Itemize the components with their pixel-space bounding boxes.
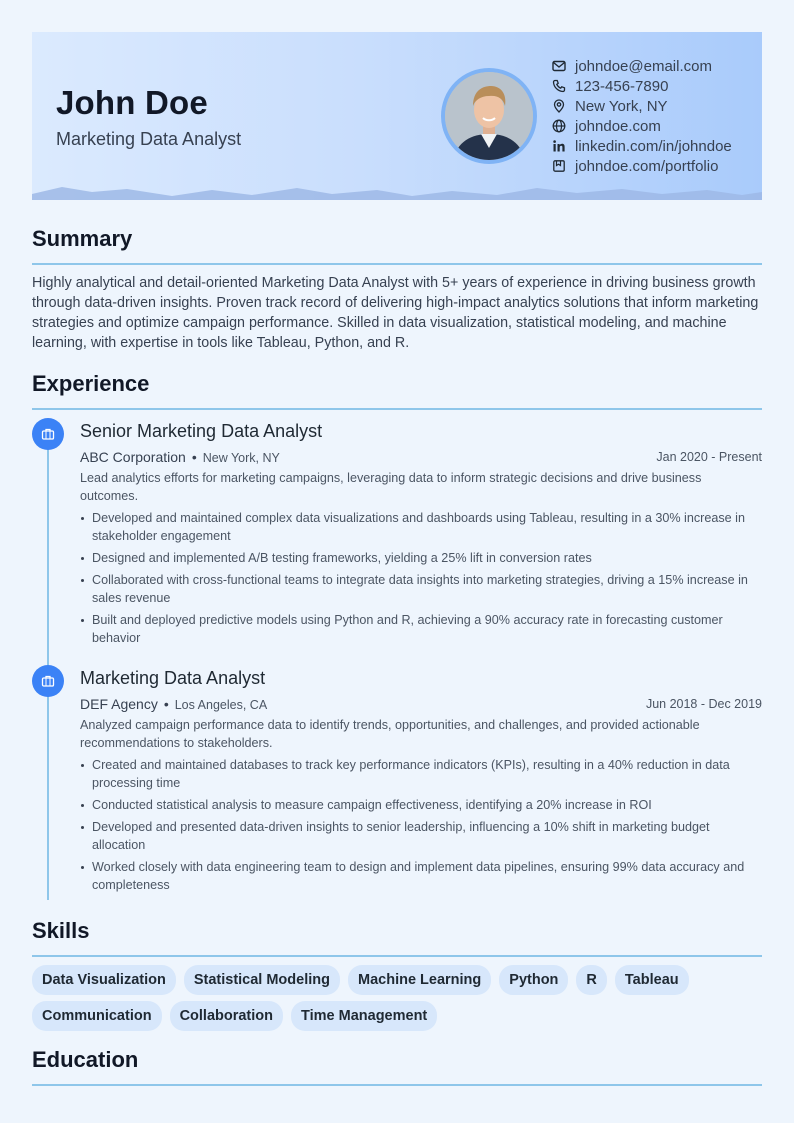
list-item: Developed and presented data-driven insights to senior leadership, influencing a 10% shift in marketing budget allocation — [80, 818, 762, 854]
job-achievements — [80, 756, 762, 894]
candidate-name: John Doe — [56, 84, 208, 121]
section-title-summary: Summary — [32, 226, 133, 251]
skill-chip: Communication — [32, 1001, 162, 1031]
list-item: Developed and maintained complex data visualizations and dashboards using Tableau, resulting in a 30% increase in stakeholder engagement — [80, 509, 762, 545]
contact-email-text: johndoe@email.com — [575, 57, 712, 75]
list-item: Created and maintained databases to track key performance indicators (KPIs), resulting in a 40% reduction in data processing time — [80, 756, 762, 792]
job-location: Los Angeles, CA — [174, 698, 268, 712]
skill-chip: Collaboration — [170, 1001, 283, 1031]
contact-email[interactable] — [552, 56, 732, 76]
skill-chip: Time Management — [291, 1001, 437, 1031]
skill-chip: Statistical Modeling — [184, 965, 340, 995]
job-company: DEF Agency — [80, 696, 158, 712]
contact-phone[interactable] — [552, 76, 732, 96]
list-item: Collaborated with cross-functional teams to integrate data insights into marketing strategies, driving a 15% increase in sales revenue — [80, 571, 762, 607]
skill-chip: Data Visualization — [32, 965, 176, 995]
section-title-experience: Experience — [32, 371, 150, 396]
job-dates: Jan 2020 - Present — [656, 450, 762, 464]
contact-list — [552, 56, 732, 176]
summary-text: Highly analytical and detail-oriented Marketing Data Analyst with 5+ years of experience in driving business growth through data-driven insights. Proven track record of delivering high-impact analytics solutions that inform marketing strategies and optimize campaign performance. Skilled in data visualization, statistical modeling, and machine learning, with expertise in tools like Tableau, Python, and R. — [32, 275, 759, 351]
contact-location — [552, 96, 732, 116]
job-company: ABC Corporation — [80, 449, 186, 465]
skill-chip: Python — [499, 965, 568, 995]
job-meta — [80, 693, 762, 715]
job-location: New York, NY — [202, 451, 280, 465]
section-divider — [32, 1084, 762, 1086]
contact-portfolio[interactable] — [552, 156, 732, 176]
contact-location-text: New York, NY — [575, 97, 668, 115]
location-pin-icon — [552, 96, 575, 116]
profile-photo — [441, 68, 537, 164]
contact-phone-text: 123-456-7890 — [575, 77, 669, 95]
list-item: Conducted statistical analysis to measure campaign effectiveness, identifying a 20% increase in ROI — [80, 796, 762, 814]
separator-dot: • — [163, 696, 169, 712]
job-meta — [80, 446, 762, 468]
job-description: Analyzed campaign performance data to identify trends, opportunities, and challenges, and provided actionable recommendations to stakeholders. — [80, 718, 700, 750]
skill-row — [32, 1001, 764, 1031]
header-wave-decoration — [32, 184, 762, 200]
job-achievements — [80, 509, 762, 647]
resume-header — [32, 32, 762, 200]
list-item: Built and deployed predictive models using Python and R, achieving a 90% accuracy rate in forecasting customer behavior — [80, 611, 762, 647]
contact-website[interactable] — [552, 116, 732, 136]
contact-portfolio-text: johndoe.com/portfolio — [575, 157, 719, 175]
portfolio-icon — [552, 156, 575, 176]
skill-chip: Machine Learning — [348, 965, 491, 995]
phone-icon — [552, 76, 575, 96]
contact-linkedin-text: linkedin.com/in/johndoe — [575, 137, 732, 155]
globe-icon — [552, 116, 575, 136]
experience-item — [80, 419, 762, 651]
job-title: Senior Marketing Data Analyst — [80, 421, 323, 441]
skill-row — [32, 965, 764, 995]
section-divider — [32, 955, 762, 957]
job-title: Marketing Data Analyst — [80, 668, 266, 688]
section-divider — [32, 263, 762, 265]
skills-list — [32, 965, 764, 1037]
skill-chip: Tableau — [615, 965, 689, 995]
skill-chip: R — [576, 965, 606, 995]
mail-icon — [552, 56, 575, 76]
linkedin-icon — [552, 136, 575, 156]
candidate-title: Marketing Data Analyst — [56, 129, 242, 149]
list-item: Designed and implemented A/B testing frameworks, yielding a 25% lift in conversion rates — [80, 549, 762, 567]
briefcase-icon — [32, 418, 64, 450]
section-divider — [32, 408, 762, 410]
section-title-skills: Skills — [32, 918, 90, 943]
list-item: Worked closely with data engineering team to design and implement data pipelines, ensuring 99% data accuracy and completeness — [80, 858, 762, 894]
contact-website-text: johndoe.com — [575, 117, 661, 135]
section-title-education: Education — [32, 1047, 139, 1072]
briefcase-icon — [32, 665, 64, 697]
contact-linkedin[interactable] — [552, 136, 732, 156]
experience-item — [80, 666, 762, 898]
separator-dot: • — [191, 449, 197, 465]
job-dates: Jun 2018 - Dec 2019 — [645, 697, 762, 711]
job-description: Lead analytics efforts for marketing campaigns, leveraging data to inform strategic decisions and drive business outcomes. — [80, 471, 702, 503]
